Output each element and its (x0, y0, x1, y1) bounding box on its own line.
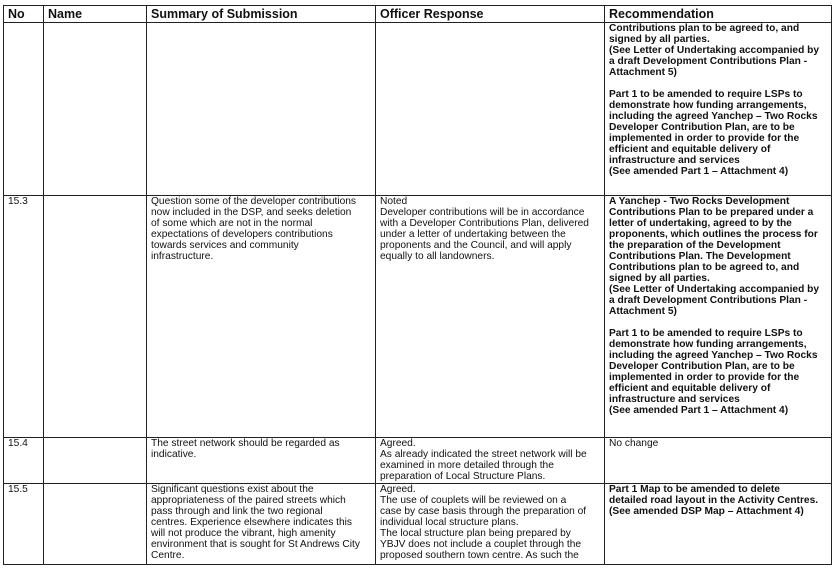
recommendation-paragraph: Part 1 to be amended to require LSPs to demonstrate how funding arrangements, including the agreed Yanchep – Two Rocks Developer Contribution Plan, are to be implemented in order to provide for the efficient and equitable delivery of infrastructure and services (See amended Part 1 – Attachment 4) (609, 89, 818, 177)
cell-recommendation (605, 484, 832, 565)
cell-recommendation (605, 438, 832, 484)
cell-name (44, 196, 147, 438)
cell-officer-response: Agreed. As already indicated the street network will be examined in more detailed through the preparation of Local Structure Plans. (376, 438, 605, 484)
table-row (4, 484, 832, 565)
recommendation-paragraph: No change (609, 438, 659, 449)
cell-summary: Question some of the developer contributions now included in the DSP, and seeks deletion of some which are not in the normal expectations of developers contributions towards services and community infrastructure. (147, 196, 376, 438)
cell-summary (147, 23, 376, 196)
col-header-no: No (4, 6, 44, 23)
cell-summary: Significant questions exist about the appropriateness of the paired streets which pass through and link the two regional centres. Experience elsewhere indicates this will not produce the vibrant, high amenity environment that is sought for St Andrews City Centre. (147, 484, 376, 565)
cell-recommendation (605, 196, 832, 438)
cell-name (44, 23, 147, 196)
recommendation-paragraph: Contributions plan to be agreed to, and signed by all parties. (See Letter of Undertaking accompanied by a draft Development Contributions Plan - Attachment 5) (609, 23, 820, 78)
cell-no (4, 23, 44, 196)
recommendation-paragraph: A Yanchep - Two Rocks Development Contributions Plan to be prepared under a letter of undertaking, agreed to by the proponents, which outlines the process for the preparation of the Development Contributions Plan. The Development Contributions plan to be agreed to, and signed by all parties. (See Letter of Undertaking accompanied by a draft Development Contributions Plan - Attachment 5) (609, 196, 820, 317)
table-row (4, 196, 832, 438)
col-header-recommendation: Recommendation (605, 6, 832, 23)
cell-no: 15.3 (4, 196, 44, 438)
col-header-summary: Summary of Submission (147, 6, 376, 23)
cell-officer-response: Agreed. The use of couplets will be reviewed on a case by case basis through the preparation of individual local structure plans. The local structure plan being prepared by YBJV does not include a couplet through the proposed southern town centre. As such the (376, 484, 605, 565)
recommendation-paragraph: Part 1 Map to be amended to delete detailed road layout in the Activity Centres. (See amended DSP Map – Attachment 4) (609, 484, 819, 517)
cell-no: 15.5 (4, 484, 44, 565)
submissions-table (3, 5, 832, 565)
cell-officer-response (376, 23, 605, 196)
cell-name (44, 484, 147, 565)
table-row (4, 438, 832, 484)
cell-recommendation (605, 23, 832, 196)
recommendation-paragraph: Part 1 to be amended to require LSPs to demonstrate how funding arrangements, including the agreed Yanchep – Two Rocks Developer Contribution Plan, are to be implemented in order to provide for the efficient and equitable delivery of infrastructure and services (See amended Part 1 – Attachment 4) (609, 328, 818, 416)
cell-summary: The street network should be regarded as indicative. (147, 438, 376, 484)
header-row (4, 6, 832, 23)
cell-name (44, 438, 147, 484)
table-row (4, 23, 832, 196)
cell-officer-response: Noted Developer contributions will be in accordance with a Developer Contributions Plan, delivered under a letter of undertaking between the proponents and the Council, and will apply equally to all landowners. (376, 196, 605, 438)
col-header-name: Name (44, 6, 147, 23)
cell-no: 15.4 (4, 438, 44, 484)
col-header-officer-response: Officer Response (376, 6, 605, 23)
